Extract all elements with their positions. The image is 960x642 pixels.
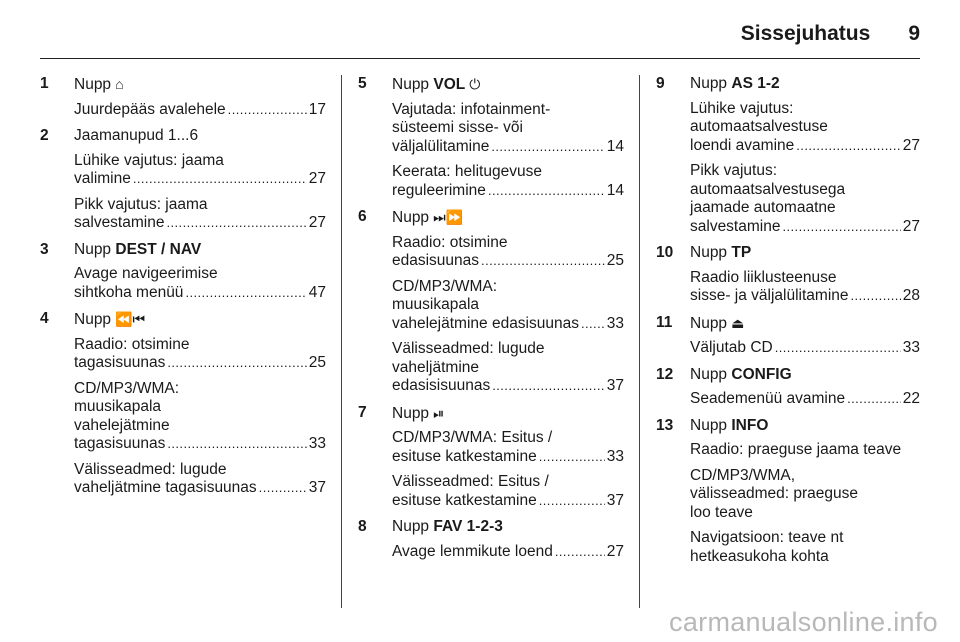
description-line: välisseadmed: praeguse — [690, 485, 859, 502]
description-item — [392, 543, 624, 562]
toc-text: vaheljätmine tagasisuunas — [74, 479, 257, 496]
toc-text: sihtkoha menüü — [74, 283, 184, 301]
entry-title — [392, 75, 624, 95]
entry-label: Nupp — [392, 209, 430, 226]
toc-text: Juurdepääs avalehele — [74, 100, 226, 118]
page-reference: 22 — [902, 390, 920, 407]
entry-title — [74, 241, 326, 260]
entry-title — [392, 404, 624, 424]
entry-number: 5 — [358, 75, 367, 92]
column-divider-1 — [341, 75, 342, 608]
entry-heading — [656, 417, 920, 436]
button-entry — [40, 75, 326, 119]
description-line: Raadio liiklusteenuse — [690, 268, 837, 286]
entry-title — [690, 75, 920, 94]
leader-dots — [133, 170, 307, 189]
entry-title — [74, 75, 326, 95]
leader-dots — [775, 339, 901, 358]
page-reference: 27 — [308, 170, 326, 187]
leader-dots — [481, 252, 605, 271]
leader-dots — [185, 284, 306, 303]
page-reference: 27 — [902, 136, 920, 154]
leader-dots — [782, 218, 900, 237]
entry-heading — [358, 404, 624, 424]
entry-heading — [40, 75, 326, 95]
entry-number: 10 — [656, 244, 674, 261]
page-reference: 33 — [606, 314, 624, 332]
leader-dots — [539, 448, 605, 467]
toc-line — [690, 339, 920, 358]
toc-line — [74, 214, 326, 233]
description-item — [74, 152, 326, 189]
entry-label: Nupp — [392, 518, 430, 535]
description-line: Vajutada: infotainment- — [392, 100, 551, 118]
toc-line — [690, 390, 920, 409]
toc-text: tagasisuunas — [74, 354, 166, 371]
page-reference: 25 — [308, 354, 326, 371]
entry-heading — [656, 366, 920, 385]
leader-dots — [581, 315, 605, 334]
entry-heading — [40, 127, 326, 146]
description-line: vahelejätmine — [74, 416, 170, 434]
toc-text: Seademenüü avamine — [690, 390, 846, 407]
description-item — [392, 340, 624, 396]
description-line: CD/MP3/WMA: — [74, 379, 180, 397]
description-item — [392, 473, 624, 510]
description-item — [690, 529, 920, 566]
description-line: Raadio: praeguse jaama teave — [690, 441, 902, 458]
entry-number: 7 — [358, 403, 367, 421]
leader-dots — [228, 101, 307, 120]
toc-text: edasisuunas — [392, 252, 480, 269]
page-reference: 17 — [308, 100, 326, 118]
leader-dots — [555, 543, 605, 562]
button-name: CONFIG — [731, 365, 792, 383]
entry-label: Nupp — [74, 76, 112, 93]
description-line: Välisseadmed: lugude — [392, 340, 545, 357]
description-line: CD/MP3/WMA: — [392, 277, 498, 295]
entry-number: 3 — [40, 240, 49, 258]
toc-text: edasisisuunas — [392, 377, 491, 394]
entry-label: Nupp — [690, 416, 728, 434]
button-entry — [358, 208, 624, 396]
button-entry — [656, 244, 920, 306]
leader-dots — [851, 287, 901, 306]
button-entry — [40, 310, 326, 498]
description-line: Navigatsioon: teave nt — [690, 529, 844, 546]
toc-text: esituse katkestamine — [392, 491, 537, 509]
toc-line — [74, 170, 326, 189]
description-item — [392, 234, 624, 271]
button-symbol-icon: ⏻ — [469, 76, 481, 92]
column-3 — [656, 75, 920, 574]
page-title: Sissejuhatus — [740, 22, 871, 45]
leader-dots — [488, 182, 605, 201]
entry-number: 13 — [656, 416, 674, 434]
toc-line — [690, 137, 920, 156]
toc-line — [392, 182, 624, 201]
entry-title — [690, 314, 920, 334]
entry-number: 4 — [40, 310, 49, 327]
entry-label: Nupp — [690, 314, 728, 332]
column-2 — [358, 75, 624, 569]
toc-line — [392, 377, 624, 396]
description-item — [690, 100, 920, 156]
page-reference: 37 — [308, 479, 326, 496]
button-name: FAV 1-2-3 — [433, 518, 503, 535]
toc-text: salvestamine — [690, 217, 781, 235]
description-item — [392, 163, 624, 200]
page-reference: 47 — [308, 283, 326, 301]
toc-text: tagasisuunas — [74, 435, 166, 452]
button-name: VOL — [433, 76, 466, 93]
description-item — [690, 390, 920, 409]
description-line: Lühike vajutus: jaama — [74, 151, 224, 169]
toc-text: esituse katkestamine — [392, 447, 537, 465]
leader-dots — [167, 354, 306, 373]
entry-heading — [358, 75, 624, 95]
toc-line — [74, 284, 326, 303]
entry-title — [690, 244, 920, 263]
description-item — [690, 467, 920, 523]
description-item — [690, 269, 920, 306]
button-symbol-icon: ⏭⏩ — [433, 209, 464, 225]
description-line: Keerata: helitugevuse — [392, 163, 542, 180]
description-line: CD/MP3/WMA: Esitus / — [392, 429, 553, 446]
toc-line — [392, 138, 624, 157]
entry-title — [690, 366, 920, 385]
page-reference: 37 — [606, 491, 624, 509]
entry-number: 1 — [40, 75, 49, 92]
button-entry — [358, 518, 624, 561]
toc-line — [392, 543, 624, 562]
toc-line — [74, 479, 326, 498]
page-reference: 28 — [902, 287, 920, 304]
entry-label: Nupp — [392, 76, 430, 93]
description-line: süsteemi sisse- või — [392, 119, 523, 136]
page-reference: 14 — [606, 181, 624, 199]
button-entry — [358, 404, 624, 511]
entry-number: 12 — [656, 365, 674, 383]
toc-text: väljalülitamine — [392, 137, 490, 155]
entry-label: Nupp — [74, 311, 112, 328]
entry-heading — [40, 241, 326, 260]
description-line: Pikk vajutus: — [690, 162, 778, 179]
description-item — [392, 101, 624, 157]
button-entry — [40, 127, 326, 233]
column-divider-2 — [639, 75, 640, 608]
toc-text: Väljutab CD — [690, 339, 773, 356]
page-reference: 27 — [606, 542, 624, 560]
entry-label: Nupp — [690, 244, 728, 261]
description-item — [392, 429, 624, 466]
toc-text: vahelejätmine edasisuunas — [392, 314, 579, 332]
page-number: 9 — [908, 22, 920, 45]
entry-label: Nupp — [392, 404, 430, 422]
page-reference: 25 — [606, 252, 624, 269]
entry-number: 6 — [358, 208, 367, 225]
entry-title — [74, 310, 326, 330]
toc-line — [392, 315, 624, 334]
entry-heading — [358, 208, 624, 228]
button-name: TP — [731, 244, 752, 261]
description-line: vaheljätmine — [392, 358, 480, 376]
description-line: Raadio: otsimine — [392, 233, 508, 251]
toc-line — [392, 252, 624, 271]
entry-title — [392, 518, 624, 537]
toc-text: loendi avamine — [690, 136, 795, 154]
button-entry — [40, 241, 326, 303]
description-line: Välisseadmed: lugude — [74, 460, 227, 478]
leader-dots — [539, 492, 605, 511]
button-name: DEST / NAV — [115, 240, 202, 258]
description-item — [392, 278, 624, 334]
entry-heading — [358, 518, 624, 537]
page-reference: 33 — [902, 339, 920, 356]
page-reference: 27 — [902, 217, 920, 235]
entry-heading — [656, 314, 920, 334]
page-reference: 33 — [606, 447, 624, 465]
entry-title — [74, 127, 326, 146]
page-header — [40, 16, 920, 52]
button-name: AS 1-2 — [731, 75, 780, 92]
entry-title — [690, 417, 920, 436]
button-symbol-icon: ⌂ — [115, 76, 124, 92]
description-item — [74, 101, 326, 120]
button-entry — [656, 75, 920, 236]
description-item — [74, 265, 326, 302]
entry-label: Nupp — [74, 240, 112, 258]
description-item — [690, 162, 920, 236]
header-rule — [40, 58, 920, 59]
page-reference: 37 — [606, 377, 624, 394]
button-symbol-icon: ⏪⏮ — [115, 311, 146, 327]
description-line: Pikk vajutus: jaama — [74, 195, 208, 213]
page-reference: 33 — [308, 435, 326, 452]
entry-heading — [656, 75, 920, 94]
entry-heading — [40, 310, 326, 330]
description-line: Lühike vajutus: — [690, 99, 794, 117]
leader-dots — [491, 138, 604, 157]
entry-number: 9 — [656, 75, 665, 92]
description-line: automaatsalvestusega — [690, 180, 846, 198]
description-item — [690, 339, 920, 358]
description-item — [74, 380, 326, 454]
leader-dots — [166, 214, 306, 233]
button-entry — [656, 417, 920, 567]
toc-text: salvestamine — [74, 214, 165, 231]
leader-dots — [259, 479, 307, 498]
description-line: loo teave — [690, 503, 753, 521]
description-line: hetkeasukoha kohta — [690, 547, 829, 565]
entry-number: 8 — [358, 518, 367, 535]
toc-text: reguleerimine — [392, 181, 486, 199]
page-reference: 14 — [606, 137, 624, 155]
button-symbol-icon: ⏏ — [731, 314, 745, 331]
button-symbol-icon: ⏯ — [433, 404, 445, 421]
description-line: muusikapala — [74, 398, 162, 415]
button-entry — [656, 366, 920, 409]
toc-line — [392, 492, 624, 511]
toc-text: valimine — [74, 170, 131, 187]
description-item — [690, 441, 920, 460]
description-line: automaatsalvestuse — [690, 118, 828, 135]
leader-dots — [796, 137, 900, 156]
entry-label: Nupp — [690, 365, 728, 383]
page-reference: 27 — [308, 214, 326, 231]
toc-line — [74, 354, 326, 373]
description-line: Avage navigeerimise — [74, 265, 218, 282]
description-line: Välisseadmed: Esitus / — [392, 473, 549, 490]
entry-number: 11 — [656, 313, 673, 331]
entry-heading — [656, 244, 920, 263]
description-item — [74, 196, 326, 233]
entry-label: Nupp — [690, 75, 728, 92]
button-name: INFO — [731, 416, 769, 434]
toc-line — [74, 101, 326, 120]
toc-line — [690, 218, 920, 237]
leader-dots — [492, 377, 605, 396]
description-line: CD/MP3/WMA, — [690, 466, 796, 484]
description-line: jaamade automaatne — [690, 199, 836, 216]
description-item — [74, 336, 326, 373]
button-entry — [656, 314, 920, 358]
watermark: carmanualsonline.info — [669, 607, 938, 637]
column-1 — [40, 75, 326, 506]
entry-number: 2 — [40, 127, 49, 144]
toc-line — [74, 435, 326, 454]
button-entry — [358, 75, 624, 200]
toc-line — [690, 287, 920, 306]
toc-text: Avage lemmikute loend — [392, 542, 553, 560]
description-line: Raadio: otsimine — [74, 335, 190, 353]
entry-label: Jaamanupud 1...6 — [74, 127, 199, 144]
leader-dots — [847, 390, 901, 409]
description-line: muusikapala — [392, 296, 480, 313]
leader-dots — [167, 435, 306, 454]
toc-line — [392, 448, 624, 467]
entry-title — [392, 208, 624, 228]
toc-text: sisse- ja väljalülitamine — [690, 287, 849, 304]
description-item — [74, 461, 326, 498]
